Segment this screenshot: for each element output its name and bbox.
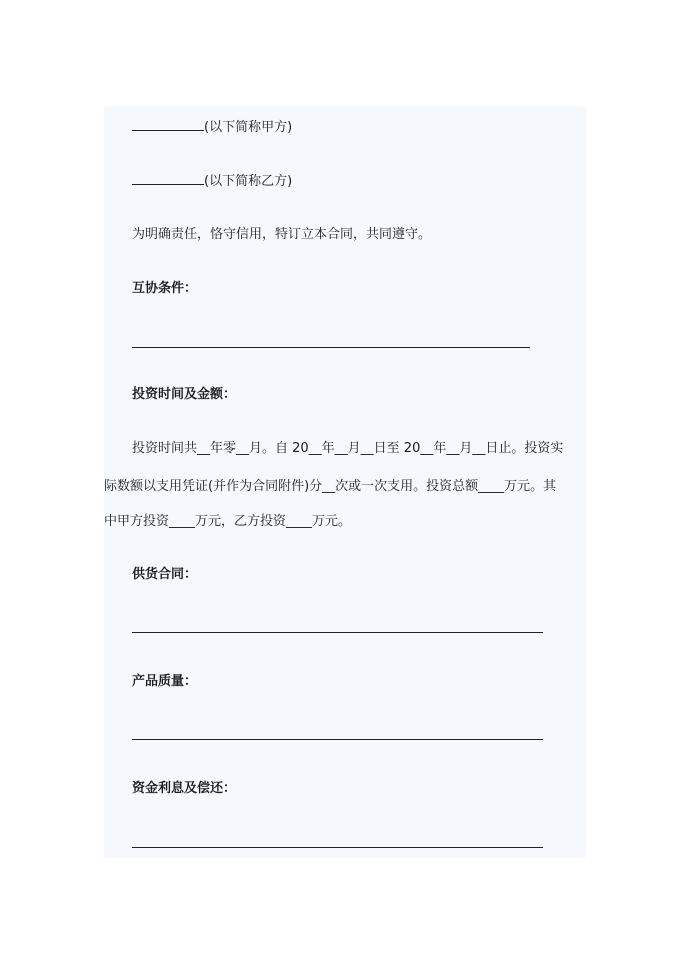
section-title-product-quality: 产品质量： bbox=[132, 674, 198, 689]
investment-text-line-3: 中甲方投资____万元，乙方投资____万元。 bbox=[104, 514, 352, 529]
party-a-blank[interactable] bbox=[132, 118, 204, 131]
section-title-supply-contract: 供货合同： bbox=[132, 567, 198, 582]
mutual-conditions-fill-line[interactable] bbox=[132, 347, 530, 348]
section-title-interest-repayment: 资金利息及偿还： bbox=[132, 781, 237, 796]
investment-text-line-2: 际数额以支用凭证(并作为合同附件)分__次或一次支用。投资总额____万元。其 bbox=[104, 479, 557, 494]
party-b-blank[interactable] bbox=[132, 172, 204, 185]
product-quality-fill-line[interactable] bbox=[132, 739, 543, 740]
party-b-line bbox=[132, 172, 292, 191]
interest-repayment-fill-line[interactable] bbox=[132, 847, 543, 848]
supply-contract-fill-line[interactable] bbox=[132, 632, 543, 633]
party-a-line bbox=[132, 118, 292, 137]
investment-text-line-1: 投资时间共__年零__月。自 20__年__月__日至 20__年__月__日止。投资实 bbox=[132, 441, 564, 456]
section-title-investment: 投资时间及金额： bbox=[132, 387, 237, 402]
party-a-label: (以下简称甲方) bbox=[204, 120, 293, 135]
party-b-label: (以下简称乙方) bbox=[204, 174, 293, 189]
preamble-text: 为明确责任，恪守信用，特订立本合同，共同遵守。 bbox=[132, 227, 432, 242]
section-title-mutual-conditions: 互协条件： bbox=[132, 281, 198, 296]
